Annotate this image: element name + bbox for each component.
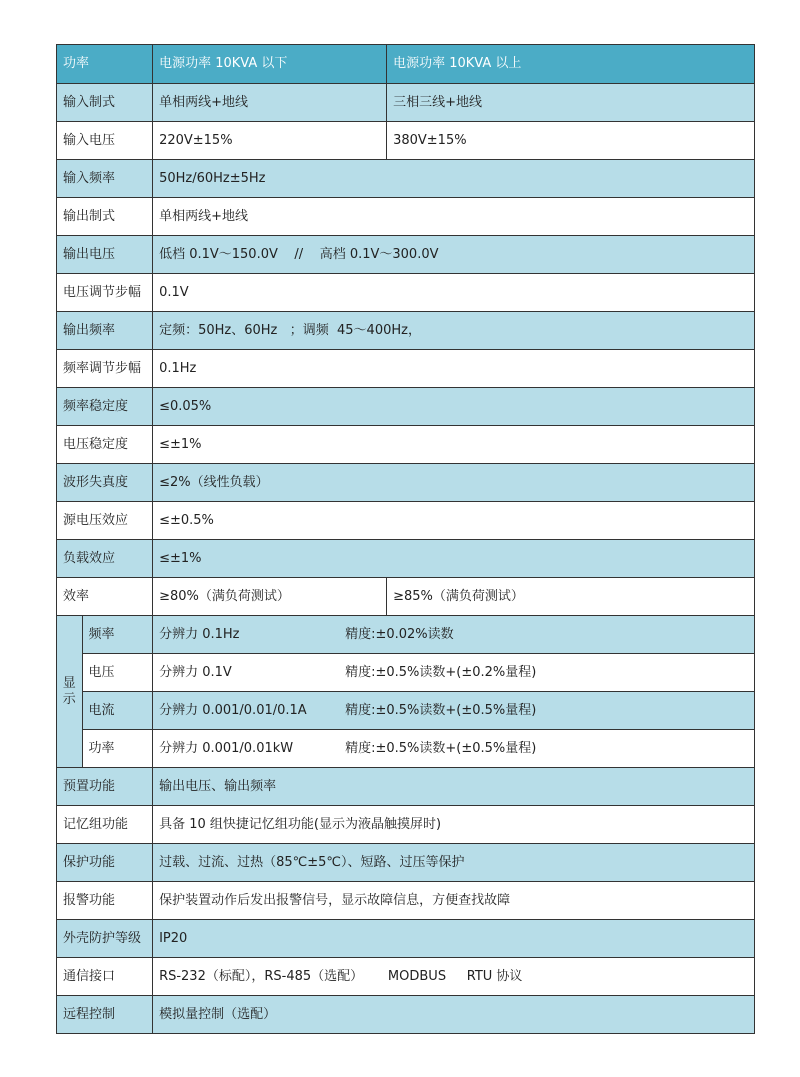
display-row [57, 616, 755, 654]
display-row [57, 692, 755, 730]
table-row [57, 198, 755, 236]
row-label: 记忆组功能 [57, 806, 153, 844]
row-value: 220V±15% [153, 122, 387, 160]
row-value: 三相三线+地线 [387, 84, 755, 122]
row-value: 输出电压、输出频率 [153, 768, 755, 806]
display-row [57, 730, 755, 768]
row-value: ≤2%（线性负载） [153, 464, 755, 502]
row-value: 0.1V [153, 274, 755, 312]
table-row [57, 464, 755, 502]
row-label: 远程控制 [57, 996, 153, 1034]
row-label: 报警功能 [57, 882, 153, 920]
display-row [57, 654, 755, 692]
row-value: 50Hz/60Hz±5Hz [153, 160, 755, 198]
table-row [57, 578, 755, 616]
table-row [57, 274, 755, 312]
display-char-2: 示 [62, 691, 76, 707]
display-item-label: 功率 [82, 730, 153, 768]
row-label: 频率调节步幅 [57, 350, 153, 388]
table-row [57, 426, 755, 464]
display-resolution: 分辨力 0.1V [159, 664, 232, 680]
table-row [57, 806, 755, 844]
row-value: 单相两线+地线 [153, 84, 387, 122]
table-row [57, 160, 755, 198]
row-label: 负载效应 [57, 540, 153, 578]
table-row [57, 350, 755, 388]
table-header-row [57, 45, 755, 84]
spec-table [56, 44, 755, 1034]
row-value: 低档 0.1V～150.0V // 高档 0.1V～300.0V [153, 236, 755, 274]
row-value: ≤±1% [153, 540, 755, 578]
row-label: 频率稳定度 [57, 388, 153, 426]
table-row [57, 958, 755, 996]
row-label: 预置功能 [57, 768, 153, 806]
display-accuracy: 精度:±0.02%读数 [345, 626, 454, 642]
table-row [57, 84, 755, 122]
table-row [57, 882, 755, 920]
row-value: ≥80%（满负荷测试） [153, 578, 387, 616]
header-col2: 电源功率 10KVA 以上 [387, 45, 755, 84]
display-resolution: 分辨力 0.1Hz [159, 626, 240, 642]
row-value: 单相两线+地线 [153, 198, 755, 236]
display-item-value [153, 616, 755, 654]
header-col1: 电源功率 10KVA 以下 [153, 45, 387, 84]
row-value: 保护装置动作后发出报警信号，显示故障信息，方便查找故障 [153, 882, 755, 920]
display-char-1: 显 [62, 675, 76, 691]
row-label: 波形失真度 [57, 464, 153, 502]
row-value: 定频：50Hz、60Hz ；调频 45～400Hz， [153, 312, 755, 350]
row-label: 电压调节步幅 [57, 274, 153, 312]
table-row [57, 844, 755, 882]
row-label: 输入电压 [57, 122, 153, 160]
row-label: 外壳防护等级 [57, 920, 153, 958]
row-label: 通信接口 [57, 958, 153, 996]
row-label: 输入制式 [57, 84, 153, 122]
table-row [57, 920, 755, 958]
row-value: ≥85%（满负荷测试） [387, 578, 755, 616]
row-label: 保护功能 [57, 844, 153, 882]
display-item-value [153, 654, 755, 692]
display-accuracy: 精度:±0.5%读数+(±0.5%量程) [345, 702, 537, 718]
table-row [57, 768, 755, 806]
table-row [57, 540, 755, 578]
row-label: 源电压效应 [57, 502, 153, 540]
header-label: 功率 [57, 45, 153, 84]
table-row [57, 312, 755, 350]
table-row [57, 122, 755, 160]
display-group-label [57, 616, 83, 768]
row-value: 具备 10 组快捷记忆组功能(显示为液晶触摸屏时) [153, 806, 755, 844]
row-value: IP20 [153, 920, 755, 958]
row-value: 过载、过流、过热（85℃±5℃）、短路、过压等保护 [153, 844, 755, 882]
row-value: ≤±1% [153, 426, 755, 464]
table-row [57, 996, 755, 1034]
row-label: 效率 [57, 578, 153, 616]
row-value: 380V±15% [387, 122, 755, 160]
display-accuracy: 精度:±0.5%读数+(±0.2%量程) [345, 664, 537, 680]
row-value: ≤0.05% [153, 388, 755, 426]
row-label: 输出制式 [57, 198, 153, 236]
display-item-value [153, 692, 755, 730]
row-label: 电压稳定度 [57, 426, 153, 464]
table-row [57, 502, 755, 540]
display-accuracy: 精度:±0.5%读数+(±0.5%量程) [345, 740, 537, 756]
row-value: 0.1Hz [153, 350, 755, 388]
display-resolution: 分辨力 0.001/0.01kW [159, 740, 294, 756]
row-label: 输出频率 [57, 312, 153, 350]
display-item-label: 电压 [82, 654, 153, 692]
display-item-label: 频率 [82, 616, 153, 654]
row-value: RS-232（标配），RS-485（选配） MODBUS RTU 协议 [153, 958, 755, 996]
table-row [57, 236, 755, 274]
display-resolution: 分辨力 0.001/0.01/0.1A [159, 702, 307, 718]
display-item-value [153, 730, 755, 768]
row-label: 输入频率 [57, 160, 153, 198]
display-item-label: 电流 [82, 692, 153, 730]
row-value: ≤±0.5% [153, 502, 755, 540]
row-value: 模拟量控制（选配） [153, 996, 755, 1034]
row-label: 输出电压 [57, 236, 153, 274]
table-row [57, 388, 755, 426]
